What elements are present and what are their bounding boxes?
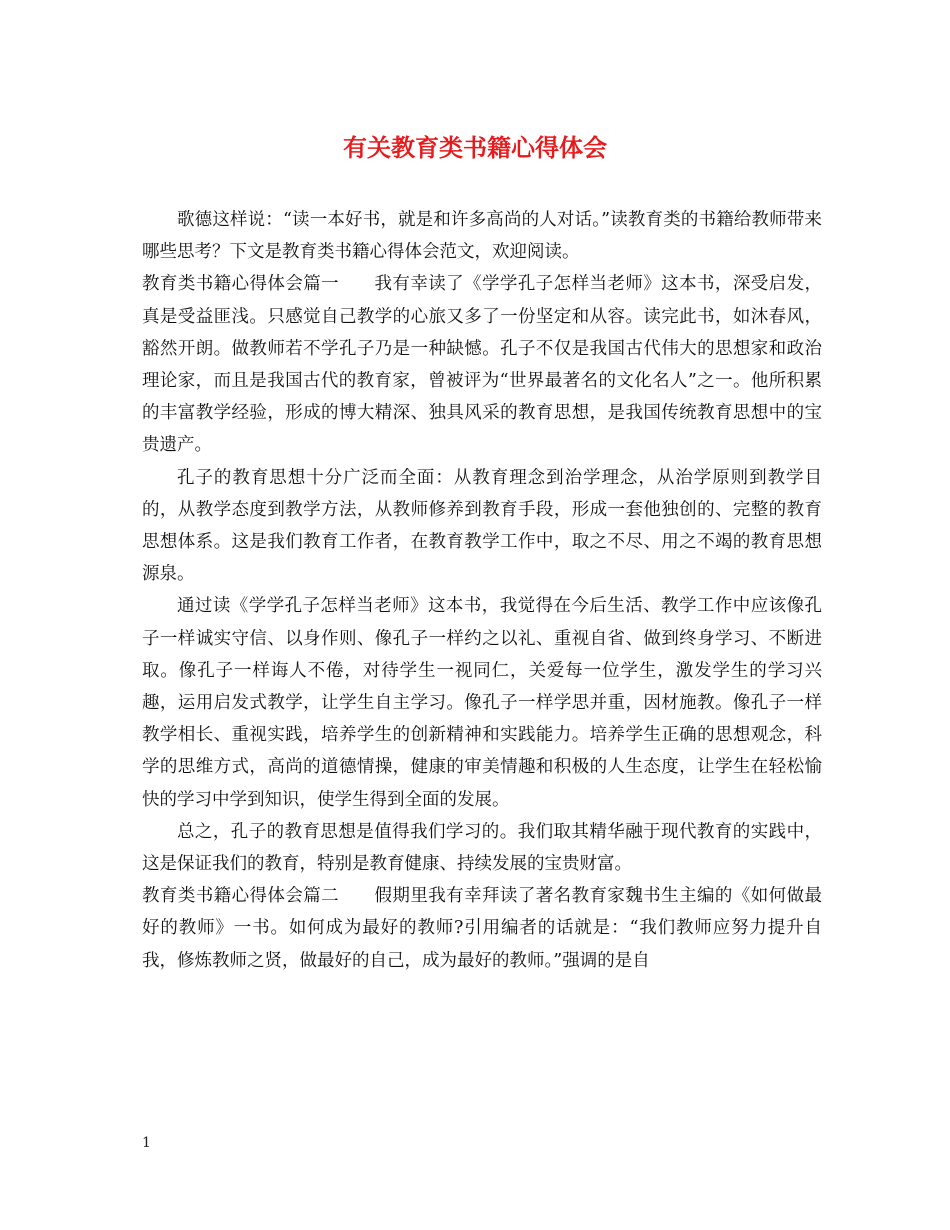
section-one-text: 我有幸读了《学学孔子怎样当老师》这本书，深受启发，真是受益匪浅。只感觉自己教学的心旅又多了一份坚定和从容。读完此书，如沐春风，豁然开朗。做教师若不学孔子乃是一种缺憾。孔子不仅是我国古代伟大的思想家和政治理论家，而且是我国古代的教育家，曾被评为“世界最著名的文化名人”之一。他所积累的丰富教学经验，形成的博大精深、独具风采的教育思想，是我国传统教育思想中的宝贵遗产。 <box>142 274 823 456</box>
body-paragraph: 总之，孔子的教育思想是值得我们学习的。我们取其精华融于现代教育的实践中，这是保证我们的教育，特别是教育健康、持续发展的宝贵财富。 <box>142 821 822 875</box>
body-paragraph: 孔子的教育思想十分广泛而全面：从教育理念到治学理念，从治学原则到教学目的，从教学态度到教学方法，从教师修养到教育手段，形成一套他独创的、完整的教育思想体系。这是我们教育工作者，在教育教学工作中，取之不尽、用之不竭的教育思想源泉。 <box>142 467 822 585</box>
intro-paragraph: 歌德这样说：“读一本好书，就是和许多高尚的人对话。”读教育类的书籍给教师带来哪些思考？下文是教育类书籍心得体会范文，欢迎阅读。 <box>142 210 822 263</box>
body-paragraph: 通过读《学学孔子怎样当老师》这本书，我觉得在今后生活、教学工作中应该像孔子一样诚实守信、以身作则、像孔子一样约之以礼、重视自省、做到终身学习、不断进取。像孔子一样诲人不倦，对待学生一视同仁，关爱每一位学生，激发学生的学习兴趣，运用启发式教学，让学生自主学习。像孔子一样学思并重，因材施教。像孔子一样教学相长、重视实践，培养学生的创新精神和实践能力。培养学生正确的思想观念，科学的思维方式，高尚的道德情操，健康的审美情趣和积极的人生态度，让学生在轻松愉快的学习中学到知识，使学生得到全面的发展。 <box>142 596 822 810</box>
section-two-text: 假期里我有幸拜读了著名教育家魏书生主编的《如何做最好的教师》一书。如何成为最好的教师?引用编者的话就是：“我们教师应努力提升自我，修炼教师之贤，做最好的自己，成为最好的教师。”强调的是自 <box>142 886 823 971</box>
page-number: 1 <box>142 1135 151 1151</box>
section-one-heading: 教育类书籍心得体会篇一 <box>142 274 340 295</box>
section-two-paragraph <box>142 880 822 977</box>
document-body <box>142 204 822 977</box>
section-two-heading: 教育类书籍心得体会篇二 <box>142 886 340 907</box>
section-one-paragraph <box>142 268 822 461</box>
document-title: 有关教育类书籍心得体会 <box>343 134 607 162</box>
